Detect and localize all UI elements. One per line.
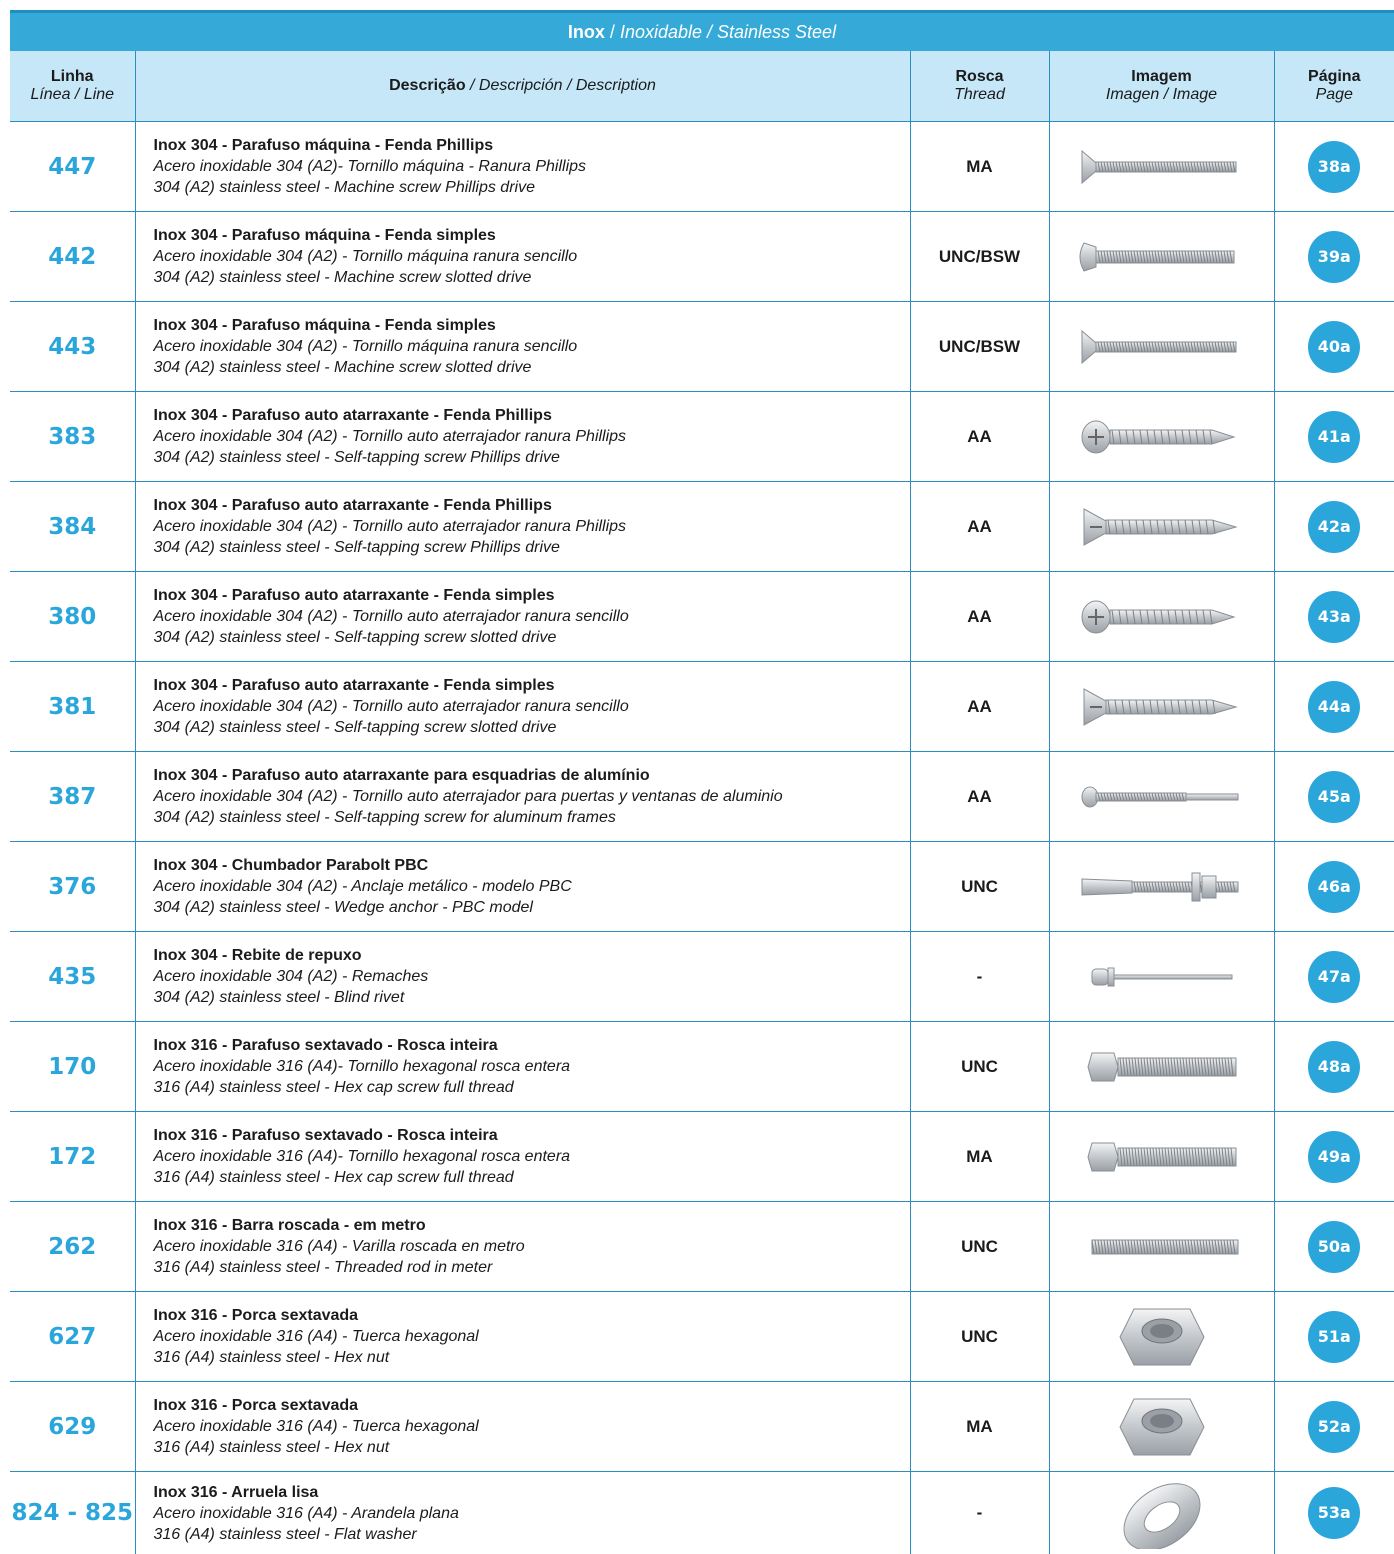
product-image-cell <box>1049 1112 1274 1202</box>
description-cell <box>135 752 910 842</box>
page-badge[interactable]: 49a <box>1308 1131 1360 1183</box>
product-image-cell <box>1049 572 1274 662</box>
table-row <box>10 1112 1394 1202</box>
section-banner <box>10 10 1394 51</box>
line-number: 387 <box>10 752 135 842</box>
description-es: Acero inoxidable 316 (A4)- Tornillo hexagonal rosca entera <box>154 1146 910 1167</box>
product-image-cell <box>1049 752 1274 842</box>
flat-washer-icon <box>1062 1477 1262 1549</box>
product-image-cell <box>1049 1022 1274 1112</box>
thread-type: AA <box>910 662 1049 752</box>
description-pt: Inox 304 - Parafuso auto atarraxante - Fenda Phillips <box>154 405 910 426</box>
thread-type: UNC <box>910 1022 1049 1112</box>
page-badge[interactable]: 40a <box>1308 321 1360 373</box>
thread-type: MA <box>910 1112 1049 1202</box>
flat-head-machine-screw-icon <box>1062 139 1262 195</box>
page-cell <box>1274 752 1394 842</box>
table-body <box>10 122 1394 1554</box>
description-es: Acero inoxidable 304 (A2) - Anclaje metálico - modelo PBC <box>154 876 910 897</box>
description-en: 316 (A4) stainless steel - Hex nut <box>154 1437 910 1458</box>
description-pt: Inox 304 - Parafuso máquina - Fenda simples <box>154 225 910 246</box>
blind-rivet-icon <box>1062 949 1262 1005</box>
description-cell <box>135 1112 910 1202</box>
description-cell <box>135 1382 910 1472</box>
description-pt: Inox 316 - Porca sextavada <box>154 1305 910 1326</box>
table-row <box>10 392 1394 482</box>
hex-cap-screw-icon <box>1062 1129 1262 1185</box>
product-image-cell <box>1049 1202 1274 1292</box>
flat-head-self-tapping-screw-icon <box>1062 679 1262 735</box>
description-es: Acero inoxidable 304 (A2) - Tornillo máquina ranura sencillo <box>154 336 910 357</box>
thread-type: UNC/BSW <box>910 212 1049 302</box>
description-es: Acero inoxidable 304 (A2) - Tornillo auto aterrajador ranura sencillo <box>154 696 910 717</box>
banner-subtitle: Inoxidable / Stainless Steel <box>620 22 836 42</box>
description-es: Acero inoxidable 316 (A4) - Tuerca hexagonal <box>154 1416 910 1437</box>
thread-type: - <box>910 1472 1049 1554</box>
wedge-anchor-icon <box>1062 859 1262 915</box>
threaded-rod-icon <box>1062 1219 1262 1275</box>
product-image-cell <box>1049 212 1274 302</box>
description-en: 304 (A2) stainless steel - Wedge anchor - PBC model <box>154 897 910 918</box>
page-badge[interactable]: 41a <box>1308 411 1360 463</box>
flat-head-machine-screw-icon <box>1062 319 1262 375</box>
description-es: Acero inoxidable 304 (A2) - Tornillo auto aterrajador ranura Phillips <box>154 516 910 537</box>
line-number: 627 <box>10 1292 135 1382</box>
description-pt: Inox 304 - Rebite de repuxo <box>154 945 910 966</box>
table-row <box>10 752 1394 842</box>
page-badge[interactable]: 46a <box>1308 861 1360 913</box>
page-cell <box>1274 1112 1394 1202</box>
thread-type: AA <box>910 572 1049 662</box>
line-number: 380 <box>10 572 135 662</box>
page-cell <box>1274 1382 1394 1472</box>
page-cell <box>1274 842 1394 932</box>
description-en: 316 (A4) stainless steel - Hex cap screw full thread <box>154 1077 910 1098</box>
description-es: Acero inoxidable 304 (A2) - Tornillo auto aterrajador ranura sencillo <box>154 606 910 627</box>
page-cell <box>1274 572 1394 662</box>
page-badge[interactable]: 43a <box>1308 591 1360 643</box>
page-badge[interactable]: 38a <box>1308 141 1360 193</box>
header-description <box>135 51 910 122</box>
line-number: 384 <box>10 482 135 572</box>
thread-type: AA <box>910 392 1049 482</box>
product-image-cell <box>1049 122 1274 212</box>
pan-head-self-tapping-screw-icon <box>1062 589 1262 645</box>
table-row <box>10 1202 1394 1292</box>
page-badge[interactable]: 51a <box>1308 1311 1360 1363</box>
description-es: Acero inoxidable 316 (A4) - Arandela plana <box>154 1503 910 1524</box>
header-description-main: Descrição <box>389 77 466 94</box>
description-en: 316 (A4) stainless steel - Flat washer <box>154 1524 910 1545</box>
header-line-main: Linha <box>51 68 94 85</box>
line-number: 443 <box>10 302 135 392</box>
frame-screw-icon <box>1062 769 1262 825</box>
hex-nut-icon <box>1062 1301 1262 1373</box>
description-en: 316 (A4) stainless steel - Hex nut <box>154 1347 910 1368</box>
description-en: 316 (A4) stainless steel - Hex cap screw full thread <box>154 1167 910 1188</box>
description-cell <box>135 932 910 1022</box>
description-en: 304 (A2) stainless steel - Self-tapping screw slotted drive <box>154 627 910 648</box>
pan-head-self-tapping-screw-icon <box>1062 409 1262 465</box>
page-cell <box>1274 932 1394 1022</box>
table-row <box>10 122 1394 212</box>
description-cell <box>135 1472 910 1554</box>
page-cell <box>1274 482 1394 572</box>
thread-type: MA <box>910 122 1049 212</box>
hex-cap-screw-icon <box>1062 1039 1262 1095</box>
thread-type: - <box>910 932 1049 1022</box>
description-es: Acero inoxidable 304 (A2) - Tornillo máquina ranura sencillo <box>154 246 910 267</box>
description-pt: Inox 316 - Arruela lisa <box>154 1482 910 1503</box>
product-image-cell <box>1049 482 1274 572</box>
product-image-cell <box>1049 842 1274 932</box>
header-description-sub: / Descripción / Description <box>466 77 656 94</box>
thread-type: AA <box>910 752 1049 842</box>
hex-nut-icon <box>1062 1391 1262 1463</box>
header-page-main: Página <box>1308 68 1360 85</box>
table-row <box>10 662 1394 752</box>
description-pt: Inox 316 - Barra roscada - em metro <box>154 1215 910 1236</box>
description-es: Acero inoxidable 304 (A2) - Remaches <box>154 966 910 987</box>
line-number: 824 - 825 <box>10 1472 135 1554</box>
header-thread-main: Rosca <box>955 68 1003 85</box>
table-row <box>10 572 1394 662</box>
product-image-cell <box>1049 1472 1274 1554</box>
description-es: Acero inoxidable 304 (A2) - Tornillo auto aterrajador ranura Phillips <box>154 426 910 447</box>
table-row <box>10 932 1394 1022</box>
description-en: 304 (A2) stainless steel - Machine screw slotted drive <box>154 357 910 378</box>
header-image-sub: Imagen / Image <box>1050 86 1274 104</box>
description-cell <box>135 482 910 572</box>
description-es: Acero inoxidable 316 (A4)- Tornillo hexagonal rosca entera <box>154 1056 910 1077</box>
line-number: 629 <box>10 1382 135 1472</box>
description-pt: Inox 316 - Parafuso sextavado - Rosca inteira <box>154 1035 910 1056</box>
page-cell <box>1274 392 1394 482</box>
description-en: 304 (A2) stainless steel - Self-tapping screw for aluminum frames <box>154 807 910 828</box>
page-cell <box>1274 122 1394 212</box>
table-row <box>10 1472 1394 1554</box>
page-badge[interactable]: 47a <box>1308 951 1360 1003</box>
description-cell <box>135 1022 910 1112</box>
header-thread <box>910 51 1049 122</box>
round-head-machine-screw-icon <box>1062 229 1262 285</box>
table-row <box>10 212 1394 302</box>
product-image-cell <box>1049 302 1274 392</box>
description-cell <box>135 302 910 392</box>
table-row <box>10 842 1394 932</box>
page-badge[interactable]: 53a <box>1308 1487 1360 1539</box>
description-en: 304 (A2) stainless steel - Self-tapping screw Phillips drive <box>154 537 910 558</box>
description-cell <box>135 1292 910 1382</box>
page-badge[interactable]: 42a <box>1308 501 1360 553</box>
header-row <box>10 51 1394 122</box>
header-thread-sub: Thread <box>911 86 1049 104</box>
page-cell <box>1274 1472 1394 1554</box>
page-cell <box>1274 1022 1394 1112</box>
description-cell <box>135 662 910 752</box>
line-number: 447 <box>10 122 135 212</box>
line-number: 376 <box>10 842 135 932</box>
line-number: 435 <box>10 932 135 1022</box>
table-row <box>10 1022 1394 1112</box>
header-image <box>1049 51 1274 122</box>
table-row <box>10 302 1394 392</box>
description-en: 304 (A2) stainless steel - Machine screw Phillips drive <box>154 177 910 198</box>
thread-type: MA <box>910 1382 1049 1472</box>
description-pt: Inox 304 - Parafuso auto atarraxante - Fenda Phillips <box>154 495 910 516</box>
thread-type: UNC <box>910 842 1049 932</box>
line-number: 442 <box>10 212 135 302</box>
header-page-sub: Page <box>1275 86 1394 104</box>
thread-type: UNC <box>910 1202 1049 1292</box>
page-cell <box>1274 1292 1394 1382</box>
description-es: Acero inoxidable 316 (A4) - Tuerca hexagonal <box>154 1326 910 1347</box>
thread-type: UNC/BSW <box>910 302 1049 392</box>
product-image-cell <box>1049 392 1274 482</box>
page-badge[interactable]: 39a <box>1308 231 1360 283</box>
line-number: 383 <box>10 392 135 482</box>
description-pt: Inox 304 - Parafuso máquina - Fenda Phillips <box>154 135 910 156</box>
line-number: 381 <box>10 662 135 752</box>
header-line <box>10 51 135 122</box>
description-es: Acero inoxidable 316 (A4) - Varilla roscada en metro <box>154 1236 910 1257</box>
product-image-cell <box>1049 932 1274 1022</box>
banner-separator: / <box>605 22 620 42</box>
description-cell <box>135 392 910 482</box>
description-en: 304 (A2) stainless steel - Blind rivet <box>154 987 910 1008</box>
page-badge[interactable]: 48a <box>1308 1041 1360 1093</box>
description-en: 316 (A4) stainless steel - Threaded rod in meter <box>154 1257 910 1278</box>
page-cell <box>1274 212 1394 302</box>
page-cell <box>1274 662 1394 752</box>
description-es: Acero inoxidable 304 (A2) - Tornillo auto aterrajador para puertas y ventanas de aluminio <box>154 786 910 807</box>
header-line-sub: Línea / Line <box>10 86 135 104</box>
table-row <box>10 1382 1394 1472</box>
catalog-table-container <box>10 10 1394 1554</box>
line-number: 170 <box>10 1022 135 1112</box>
banner-title: Inox <box>568 22 605 42</box>
product-table <box>10 51 1394 1554</box>
description-cell <box>135 122 910 212</box>
table-row <box>10 1292 1394 1382</box>
description-pt: Inox 304 - Parafuso máquina - Fenda simples <box>154 315 910 336</box>
page-badge[interactable]: 50a <box>1308 1221 1360 1273</box>
product-image-cell <box>1049 1382 1274 1472</box>
description-pt: Inox 304 - Parafuso auto atarraxante - Fenda simples <box>154 585 910 606</box>
description-pt: Inox 304 - Parafuso auto atarraxante para esquadrias de alumínio <box>154 765 910 786</box>
description-cell <box>135 572 910 662</box>
description-en: 304 (A2) stainless steel - Self-tapping screw Phillips drive <box>154 447 910 468</box>
page-badge[interactable]: 44a <box>1308 681 1360 733</box>
page-badge[interactable]: 52a <box>1308 1401 1360 1453</box>
description-pt: Inox 304 - Chumbador Parabolt PBC <box>154 855 910 876</box>
description-en: 304 (A2) stainless steel - Machine screw slotted drive <box>154 267 910 288</box>
page-cell <box>1274 1202 1394 1292</box>
description-cell <box>135 212 910 302</box>
description-pt: Inox 316 - Parafuso sextavado - Rosca inteira <box>154 1125 910 1146</box>
product-image-cell <box>1049 662 1274 752</box>
table-row <box>10 482 1394 572</box>
page-cell <box>1274 302 1394 392</box>
flat-head-self-tapping-screw-icon <box>1062 499 1262 555</box>
product-image-cell <box>1049 1292 1274 1382</box>
header-page <box>1274 51 1394 122</box>
description-en: 304 (A2) stainless steel - Self-tapping screw slotted drive <box>154 717 910 738</box>
header-image-main: Imagem <box>1131 68 1191 85</box>
description-pt: Inox 316 - Porca sextavada <box>154 1395 910 1416</box>
line-number: 172 <box>10 1112 135 1202</box>
thread-type: UNC <box>910 1292 1049 1382</box>
page-badge[interactable]: 45a <box>1308 771 1360 823</box>
line-number: 262 <box>10 1202 135 1292</box>
description-pt: Inox 304 - Parafuso auto atarraxante - Fenda simples <box>154 675 910 696</box>
description-cell <box>135 842 910 932</box>
thread-type: AA <box>910 482 1049 572</box>
description-cell <box>135 1202 910 1292</box>
description-es: Acero inoxidable 304 (A2)- Tornillo máquina - Ranura Phillips <box>154 156 910 177</box>
